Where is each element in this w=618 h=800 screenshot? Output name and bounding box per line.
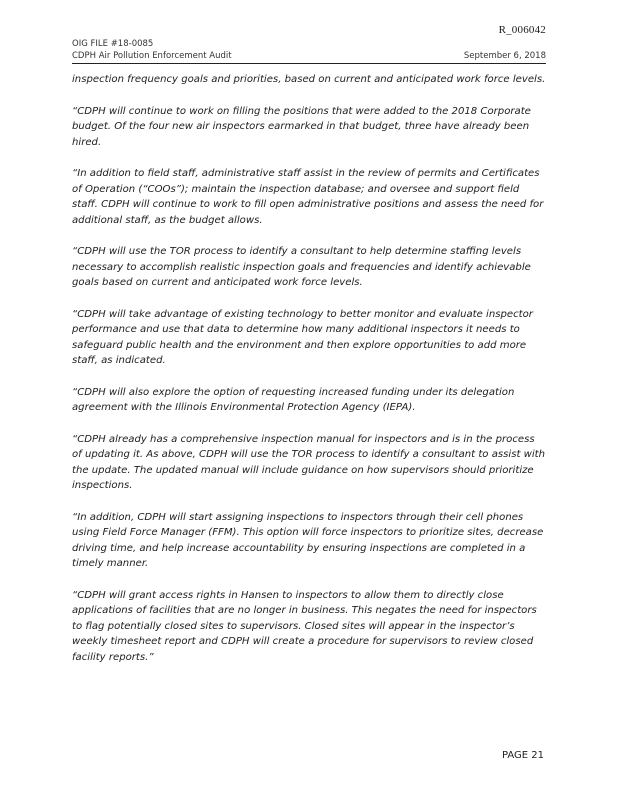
page-number: PAGE 21 — [501, 750, 544, 761]
paragraph: “CDPH will grant access rights in Hansen to inspectors to allow them to directly close applications of facilities that are no longer in business. This negates the need for inspectors to flag potentially closed sites to supervisors. Closed sites will appear in the inspector’s weekly timesheet report and CDPH will create a procedure for supervisors to review closed facility reports.” — [72, 589, 537, 663]
paragraph: “In addition to field staff, administrative staff assist in the review of permits and Certificates of Operation (“COOs”); maintain the inspection database; and oversee and support field staff. CDPH will continue to work to fill open administrative positions and assess the need for additional staff, as the budget allows. — [72, 168, 544, 226]
document-body — [72, 72, 546, 681]
report-date: September 6, 2018 — [463, 51, 546, 61]
file-number: OIG FILE #18-0085 — [72, 39, 154, 49]
report-title: CDPH Air Pollution Enforcement Audit — [72, 51, 232, 61]
paragraph: “CDPH already has a comprehensive inspection manual for inspectors and is in the process of updating it. As above, CDPH will use the TOR process to identify a consultant to assist with the update. The updated manual will include guidance on how supervisors should prioritize inspections. — [72, 433, 546, 491]
header-line — [72, 50, 546, 64]
page-header — [72, 38, 546, 64]
paragraph: “CDPH will use the TOR process to identify a consultant to help determine staffing levels necessary to accomplish realistic inspection goals and frequencies and identify achievable goals based on current and anticipated work force levels. — [72, 246, 531, 288]
paragraph: inspection frequency goals and priorities, based on current and anticipated work force levels. — [72, 74, 546, 85]
paragraph: “In addition, CDPH will start assigning inspections to inspectors through their cell phones using Field Force Manager (FFM). This option will force inspectors to prioritize sites, decrease driving time, and help increase accountability by ensuring inspections are completed in a timely manner. — [72, 511, 544, 569]
paragraph: “CDPH will also explore the option of requesting increased funding under its delegation agreement with the Illinois Environmental Protection Agency (IEPA). — [72, 386, 515, 413]
paragraph: “CDPH will continue to work on filling the positions that were added to the 2018 Corporate budget. Of the four new air inspectors earmarked in that budget, three have already been hired. — [72, 105, 531, 148]
bates-number: R_006042 — [498, 24, 546, 36]
paragraph: “CDPH will take advantage of existing technology to better monitor and evaluate inspector performance and use that data to determine how many additional inspectors it needs to safeguard public health and the environment and then explore opportunities to add more staff, as indicated. — [72, 308, 533, 366]
